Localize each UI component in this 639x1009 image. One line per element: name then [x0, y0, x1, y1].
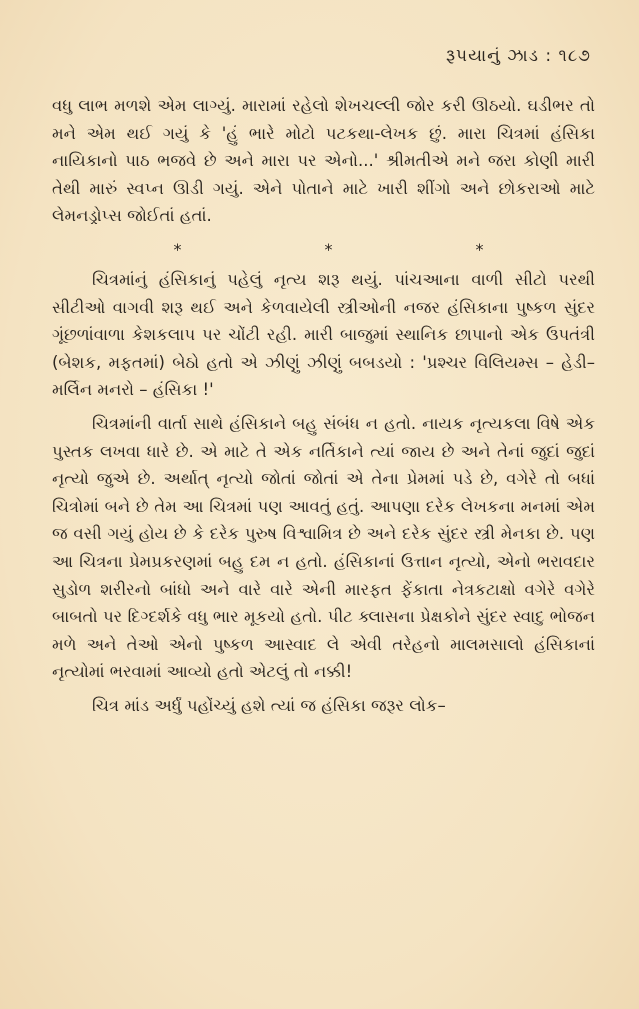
paragraph-2: ચિત્રમાંનું હંસિકાનું પહેલું નૃત્ય શરૂ થયું. પાંચઆના વાળી સીટો પરથી સીટીઓ વાગવી શરૂ થઈ અને કેળવાયેલી સ્ત્રીઓની નજર હંસિકાના પુષ્કળ સુંદર ગૂંછળાંવાળા કેશકલાપ પર ચોંટી રહી. મારી બાજુમાં સ્થાનિક છાપાનો એક ઉપતંત્રી (બેશક, મફતમાં) બેઠો હતો એ ઝીણું ઝીણું બબડયો : 'પ્રશ્ચર વિલિયમ્સ – હેડી–મર્લિન મનરો – હંસિકા !' — [52, 269, 595, 400]
separator-star: * — [324, 239, 333, 259]
paragraph-3: ચિત્રમાંની વાર્તા સાથે હંસિકાને બહુ સંબંધ ન હતો. નાયક નૃત્યકલા વિષે એક પુસ્તક લખવા ધારે છે. એ માટે તે એક નર્તિકાને ત્યાં જાય છે અને તેનાં જુદાં જુદાં નૃત્યો જુએ છે. અર્થાત્ નૃત્યો જોતાં જોતાં એ તેના પ્રેમમાં પડે છે, વગેરે તો બધાં ચિત્રોમાં બને છે તેમ આ ચિત્રમાં પણ આવતું હતું. આપણા દરેક લેખકના મનમાં એમ જ વસી ગયું હોય છે કે દરેક પુરુષ વિશ્વામિત્ર છે અને દરેક સુંદર સ્ત્રી મેનકા છે. પણ આ ચિત્રના પ્રેમપ્રકરણમાં બહુ દમ ન હતો. હંસિકાનાં ઉત્તાન નૃત્યો, એનો ભરાવદાર સુડોળ શરીરનો બાંધો અને વારે વારે એની મારફત ફેંકાતા નેત્રકટાક્ષો વગેરે વગેરે બાબતો પર દિગ્દર્શકે વધુ ભાર મૂકયો હતો. પીટ ક્લાસના પ્રેક્ષકોને સુંદર સ્વાદુ ભોજન મળે અને તેઓ એનો પુષ્કળ આસ્વાદ લે એવી તરેહનો માલમસાલો હંસિકાનાં નૃત્યોમાં ભરવામાં આવ્યો હતો એટલું તો નક્કી! — [52, 413, 595, 682]
separator-star: * — [475, 239, 484, 259]
paragraph-4: ચિત્ર માંડ અર્ધું પહોંચ્યું હશે ત્યાં જ હંસિકા જરૂર લોક– — [92, 695, 446, 715]
section-separator — [52, 230, 595, 266]
running-head: રૂપયાનું ઝાડ : ૧૮૭ — [446, 46, 591, 66]
separator-star: * — [173, 239, 182, 259]
paragraph-1: વધુ લાભ મળશે એમ લાગ્યું. મારામાં રહેલો શેખચલ્લી જોર કરી ઊઠયો. ઘડીભર તો મને એમ થઈ ગયું કે 'હું ભારે મોટો પટકથા-લેખક છું. મારા ચિત્રમાં હંસિકા નાયિકાનો પાઠ ભજવે છે અને મારા પર એનો...' શ્રીમતીએ મને જરા કોણી મારી તેથી મારું સ્વપ્ન ઊડી ગયું. એને પોતાને માટે ખારી શીંગો અને છોકરાઓ માટે લેમનડ્રોપ્સ જોઈતાં હતાં. — [52, 96, 595, 226]
